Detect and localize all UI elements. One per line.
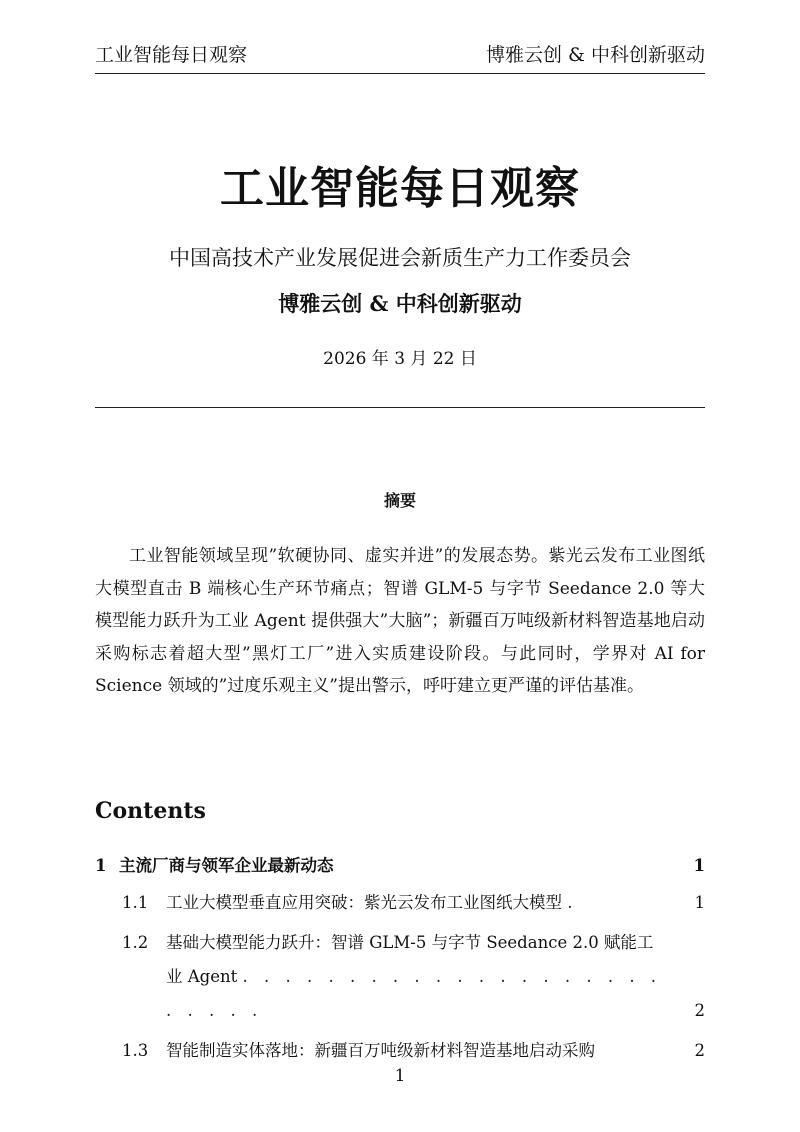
toc-section-title: 主流厂商与领军企业最新动态 [119,856,334,875]
date: 2026 年 3 月 22 日 [323,349,477,369]
toc-section-page: 1 [693,856,705,875]
toc-subsection-1-2[interactable] [95,926,705,1028]
toc-subsection-number: 1.2 [122,933,149,952]
authors: 博雅云创 & 中科创新驱动 [278,291,522,316]
toc-subsection-title: 基础大模型能力跃升：智谱 GLM-5 与字节 Seedance 2.0 赋能工业 Agent [166,933,654,986]
toc-subsection-page: 1 [694,893,705,912]
header-left: 工业智能每日观察 [95,44,248,66]
toc-leader-dots: . [567,893,578,912]
running-header [95,40,705,74]
toc-subsection-1-1[interactable] [95,886,705,920]
toc-subsection-title: 智能制造实体落地：新疆百万吨级新材料智造基地启动采购 [166,1041,595,1060]
toc-subsection-page: 2 [694,1041,705,1060]
toc-subsection-1-3[interactable] [95,1034,705,1068]
contents-heading: Contents [95,798,206,824]
page-number: 1 [394,1066,406,1086]
toc-subsection-number: 1.1 [122,893,149,912]
document-title: 工业智能每日观察 [220,163,580,214]
header-right: 博雅云创 & 中科创新驱动 [486,44,705,66]
toc-section-1[interactable] [95,852,705,880]
toc-section-number: 1 [95,856,107,875]
abstract-heading: 摘要 [383,491,416,510]
toc-subsection-number: 1.3 [122,1041,149,1060]
toc-subsection-page: 2 [694,1001,705,1020]
toc-leader-dots: . . . . . . . . . . . . . . . . . . . . . . . . . [166,967,662,1020]
abstract-text: 工业智能领域呈现”软硬协同、虚实并进”的发展态势。紫光云发布工业图纸大模型直击 B 端核心生产环节痛点；智谱 GLM-5 与字节 Seedance 2.0 等大模型能力跃升为工业 Agent 提供强大”大脑”；新疆百万吨级新材料智造基地启动采购标志着超大型”黑灯工厂”进入实质建设阶段。与此同时，学界对 AI for Science 领域的”过度乐观主义”提出警示，呼吁建立更严谨的评估基准。 [95,546,705,696]
organization: 中国高技术产业发展促进会新质生产力工作委员会 [169,246,631,270]
title-divider [95,407,705,408]
toc-subsection-title: 工业大模型垂直应用突破：紫光云发布工业图纸大模型 [166,893,562,912]
table-of-contents [95,852,705,1068]
